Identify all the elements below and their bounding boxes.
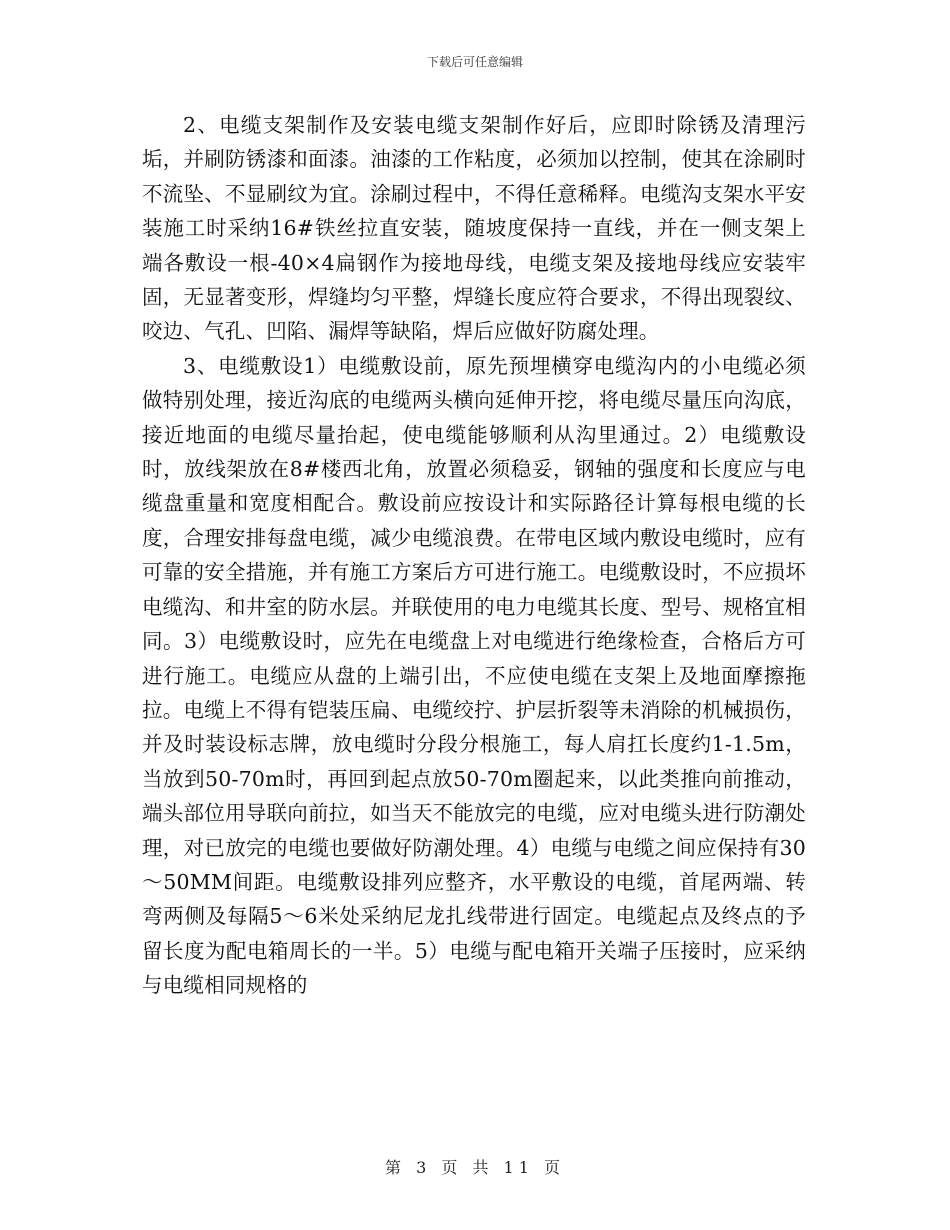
paragraph-cable-laying: 3、电缆敷设1）电缆敷设前，原先预埋横穿电缆沟内的小电缆必须做特别处理，接近沟底的电缆两头横向延伸开挖，将电缆尽量压向沟底，接近地面的电缆尽量抬起，使电缆能够顺利从沟里通过。2）电缆敷设时，放线架放在8#楼西北角，放置必须稳妥，钢轴的强度和长度应与电缆盘重量和宽度相配合。敷设前应按设计和实际路径计算每根电缆的长度，合理安排每盘电缆，减少电缆浪费。在带电区域内敷设电缆时，应有可靠的安全措施，并有施工方案后方可进行施工。电缆敷设时，不应损坏电缆沟、和井室的防水层。并联使用的电力电缆其长度、型号、规格宜相同。3）电缆敷设时，应先在电缆盘上对电缆进行绝缘检查，合格后方可进行施工。电缆应从盘的上端引出，不应使电缆在支架上及地面摩擦拖拉。电缆上不得有铠装压扁、电缆绞拧、护层折裂等未消除的机械损伤，并及时装设标志牌，放电缆时分段分根施工，每人肩扛长度约1-1.5m，当放到50-70m时，再回到起点放50-70m圈起来，以此类推向前推动，端头部位用导联向前拉，如当天不能放完的电缆，应对电缆头进行防潮处理，对已放完的电缆也要做好防潮处理。4）电缆与电缆之间应保持有30～50MM间距。电缆敷设排列应整齐，水平敷设的电缆，首尾两端、转弯两侧及每隔5～6米处采纳尼龙扎线带进行固定。电缆起点及终点的予留长度为配电箱周长的一半。5）电缆与配电箱开关端子压接时，应采纳与电缆相同规格的 — [142, 353, 806, 998]
document-body — [142, 108, 806, 1003]
paragraph-cable-bracket: 2、电缆支架制作及安装电缆支架制作好后，应即时除锈及清理污垢，并刷防锈漆和面漆。油漆的工作粘度，必须加以控制，使其在涂刷时不流坠、不显刷纹为宜。涂刷过程中，不得任意稀释。电缆沟支架水平安装施工时采纳16#铁丝拉直安装，随坡度保持一直线，并在一侧支架上端各敷设一根-40×4扁钢作为接地母线，电缆支架及接地母线应安装牢固，无显著变形，焊缝均匀平整，焊缝长度应符合要求，不得出现裂纹、咬边、气孔、凹陷、漏焊等缺陷，焊后应做好防腐处理。 — [142, 113, 806, 344]
page-number: 第 3 页 共 11 页 — [385, 1158, 565, 1177]
page-header: 下载后可任意编辑 — [426, 55, 523, 69]
